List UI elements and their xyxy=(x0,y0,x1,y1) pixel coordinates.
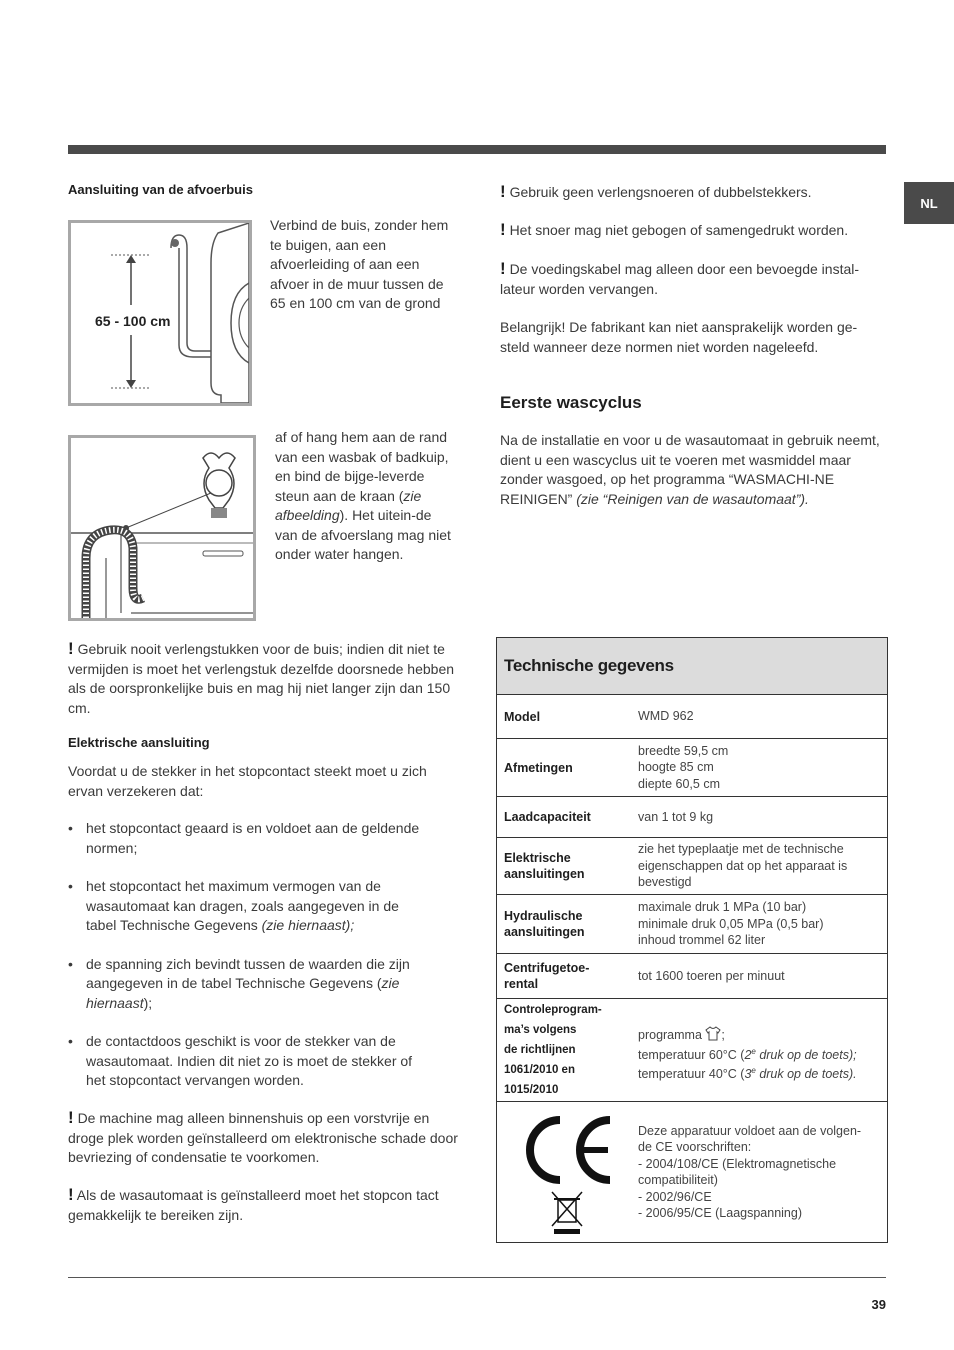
elec-requirements-list xyxy=(68,819,428,1110)
row-label: Elektrische aansluitingen xyxy=(504,851,585,881)
row-label: Hydraulische aansluitingen xyxy=(504,909,585,939)
elec-heading: Elektrische aansluiting xyxy=(68,735,210,750)
table-row xyxy=(497,1102,887,1242)
row-value: WMD 962 xyxy=(638,709,694,724)
technical-data-table xyxy=(496,637,888,1243)
first-cycle-text: Na de installatie en voor u de wasautomaat in gebruik neemt, dient u een wascyclus uit te voeren met wasmiddel maar zonder wasgoed, op het programma “WASMACHI-NE REINIGEN” (zie “Reinigen van de wasautomaat”). xyxy=(500,432,880,507)
list-item: • het stopcontact geaard is en voldoet aan de geldende normen; xyxy=(68,819,428,858)
row-value: van 1 tot 9 kg xyxy=(638,809,714,824)
list-item: • de spanning zich bevindt tussen de waarden die zijn aangegeven in de tabel Technische Gegevens (zie hiernaast); xyxy=(68,955,428,1014)
important-note: Belangrijk! De fabrikant kan niet aansprakelijk worden ge-steld wanneer deze normen niet worden nageleefd. xyxy=(500,319,858,355)
drain-sink-figure xyxy=(68,435,256,621)
row-value: maximale druk 1 MPa (10 bar) minimale druk 0,05 MPa (0,5 bar) inhoud trommel 62 liter xyxy=(638,900,824,948)
ce-mark-icon xyxy=(516,1110,626,1235)
ce-weee-cell xyxy=(497,1102,638,1242)
row-label: Centrifugetoe- rental xyxy=(504,961,590,991)
warning-icon: ! xyxy=(68,1185,74,1204)
first-cycle-title: Eerste wascyclus xyxy=(500,393,642,412)
row-value: breedte 59,5 cm hoogte 85 cm diepte 60,5 cm xyxy=(638,743,729,791)
footer-divider xyxy=(68,1277,886,1278)
elec-intro: Voordat u de stekker in het stopcontact steekt moet u zich ervan verzekeren dat: xyxy=(68,763,427,799)
page-number: 39 xyxy=(871,1297,886,1312)
table-row xyxy=(497,838,887,895)
row-value: zie het typeplaatje met de technische eigenschappen dat op het apparaat is bevestigd xyxy=(638,842,848,890)
warning-icon: ! xyxy=(68,1108,74,1127)
language-tab xyxy=(904,182,954,224)
warning-icon: ! xyxy=(500,182,506,201)
drain-text-2: af of hang hem aan de rand van een wasbak of badkuip, en bind de bijge-leverde steun aan de kraan (zie afbeelding). Het uitein-de van de afvoerslang mag niet onder water hangen. xyxy=(275,429,451,562)
row-label: Afmetingen xyxy=(504,760,573,775)
row-value: programma ; temperatuur 60°C (2e druk op de toets); temperatuur 40°C (3e druk op de toets). xyxy=(638,1028,857,1082)
crossed-bin-icon xyxy=(552,1192,582,1234)
drain-sink-illustration xyxy=(71,438,253,618)
drain-heading: Aansluiting van de afvoerbuis xyxy=(68,182,253,197)
warning-icon: ! xyxy=(68,639,74,658)
drain-wall-figure xyxy=(68,220,252,406)
warning-cable-replace: ! De voedingskabel mag alleen door een bevoegde instal-lateur worden vervangen. xyxy=(500,259,860,297)
row-label: Laadcapaciteit xyxy=(504,810,591,824)
warning-icon: ! xyxy=(500,220,506,239)
table-row xyxy=(497,695,887,739)
warning-extension: ! Gebruik nooit verlengstukken voor de buis; indien dit niet te vermijden is moet het verlengstuk dezelfde doorsnede hebben als de oorspronkelijke buis en mag hij niet langer zijn dan 150 cm. xyxy=(68,639,455,716)
height-range-label: 65 - 100 cm xyxy=(95,313,171,329)
table-row xyxy=(497,954,887,999)
table-row xyxy=(497,797,887,838)
table-row xyxy=(497,739,887,797)
warning-cords: ! Gebruik geen verlengsnoeren of dubbelstekkers. xyxy=(500,182,812,201)
top-divider-bar xyxy=(68,145,886,154)
table-title: Technische gegevens xyxy=(497,638,887,695)
table-row xyxy=(497,999,887,1102)
list-item: • de contactdoos geschikt is voor de stekker van de wasautomaat. Indien dit niet zo is moet de stekker of het stopcontact vervangen worden. xyxy=(68,1032,428,1091)
ce-directives-text: Deze apparatuur voldoet aan de volgen- de CE voorschriften: - 2004/108/CE (Elektromagnetische compatibiliteit) - 2002/96/CE - 2006/95/CE (Laagspanning) xyxy=(638,1123,862,1220)
warning-socket: ! Als de wasautomaat is geïnstalleerd moet het stopcon tact gemakkelijk te bereiken zijn. xyxy=(68,1185,439,1223)
row-value: tot 1600 toeren per minuut xyxy=(638,968,785,983)
table-row xyxy=(497,895,887,954)
row-label: Model xyxy=(504,709,541,724)
shirt-icon xyxy=(705,1026,721,1041)
warning-icon: ! xyxy=(500,259,506,278)
list-item: • het stopcontact het maximum vermogen van de wasautomaat kan dragen, zoals aangegeven in de tabel Technische Gegevens (zie hiernaast); xyxy=(68,877,428,936)
warning-indoor: ! De machine mag alleen binnenshuis op een vorstvrije en droge plek worden geïnstalleerd om elektronische schade door bevriezing of condensatie te voorkomen. xyxy=(68,1108,458,1165)
row-label: Controleprogram- ma’s volgens de richtlijnen 1061/2010 en 1015/2010 xyxy=(504,1004,602,1096)
warning-cable-bend: ! Het snoer mag niet gebogen of samengedrukt worden. xyxy=(500,220,849,239)
drain-text-1: Verbind de buis, zonder hem te buigen, aan een afvoerleiding of aan een afvoer in de muur tussen de 65 en 100 cm van de grond xyxy=(270,217,449,311)
language-tab-label: NL xyxy=(920,195,938,211)
